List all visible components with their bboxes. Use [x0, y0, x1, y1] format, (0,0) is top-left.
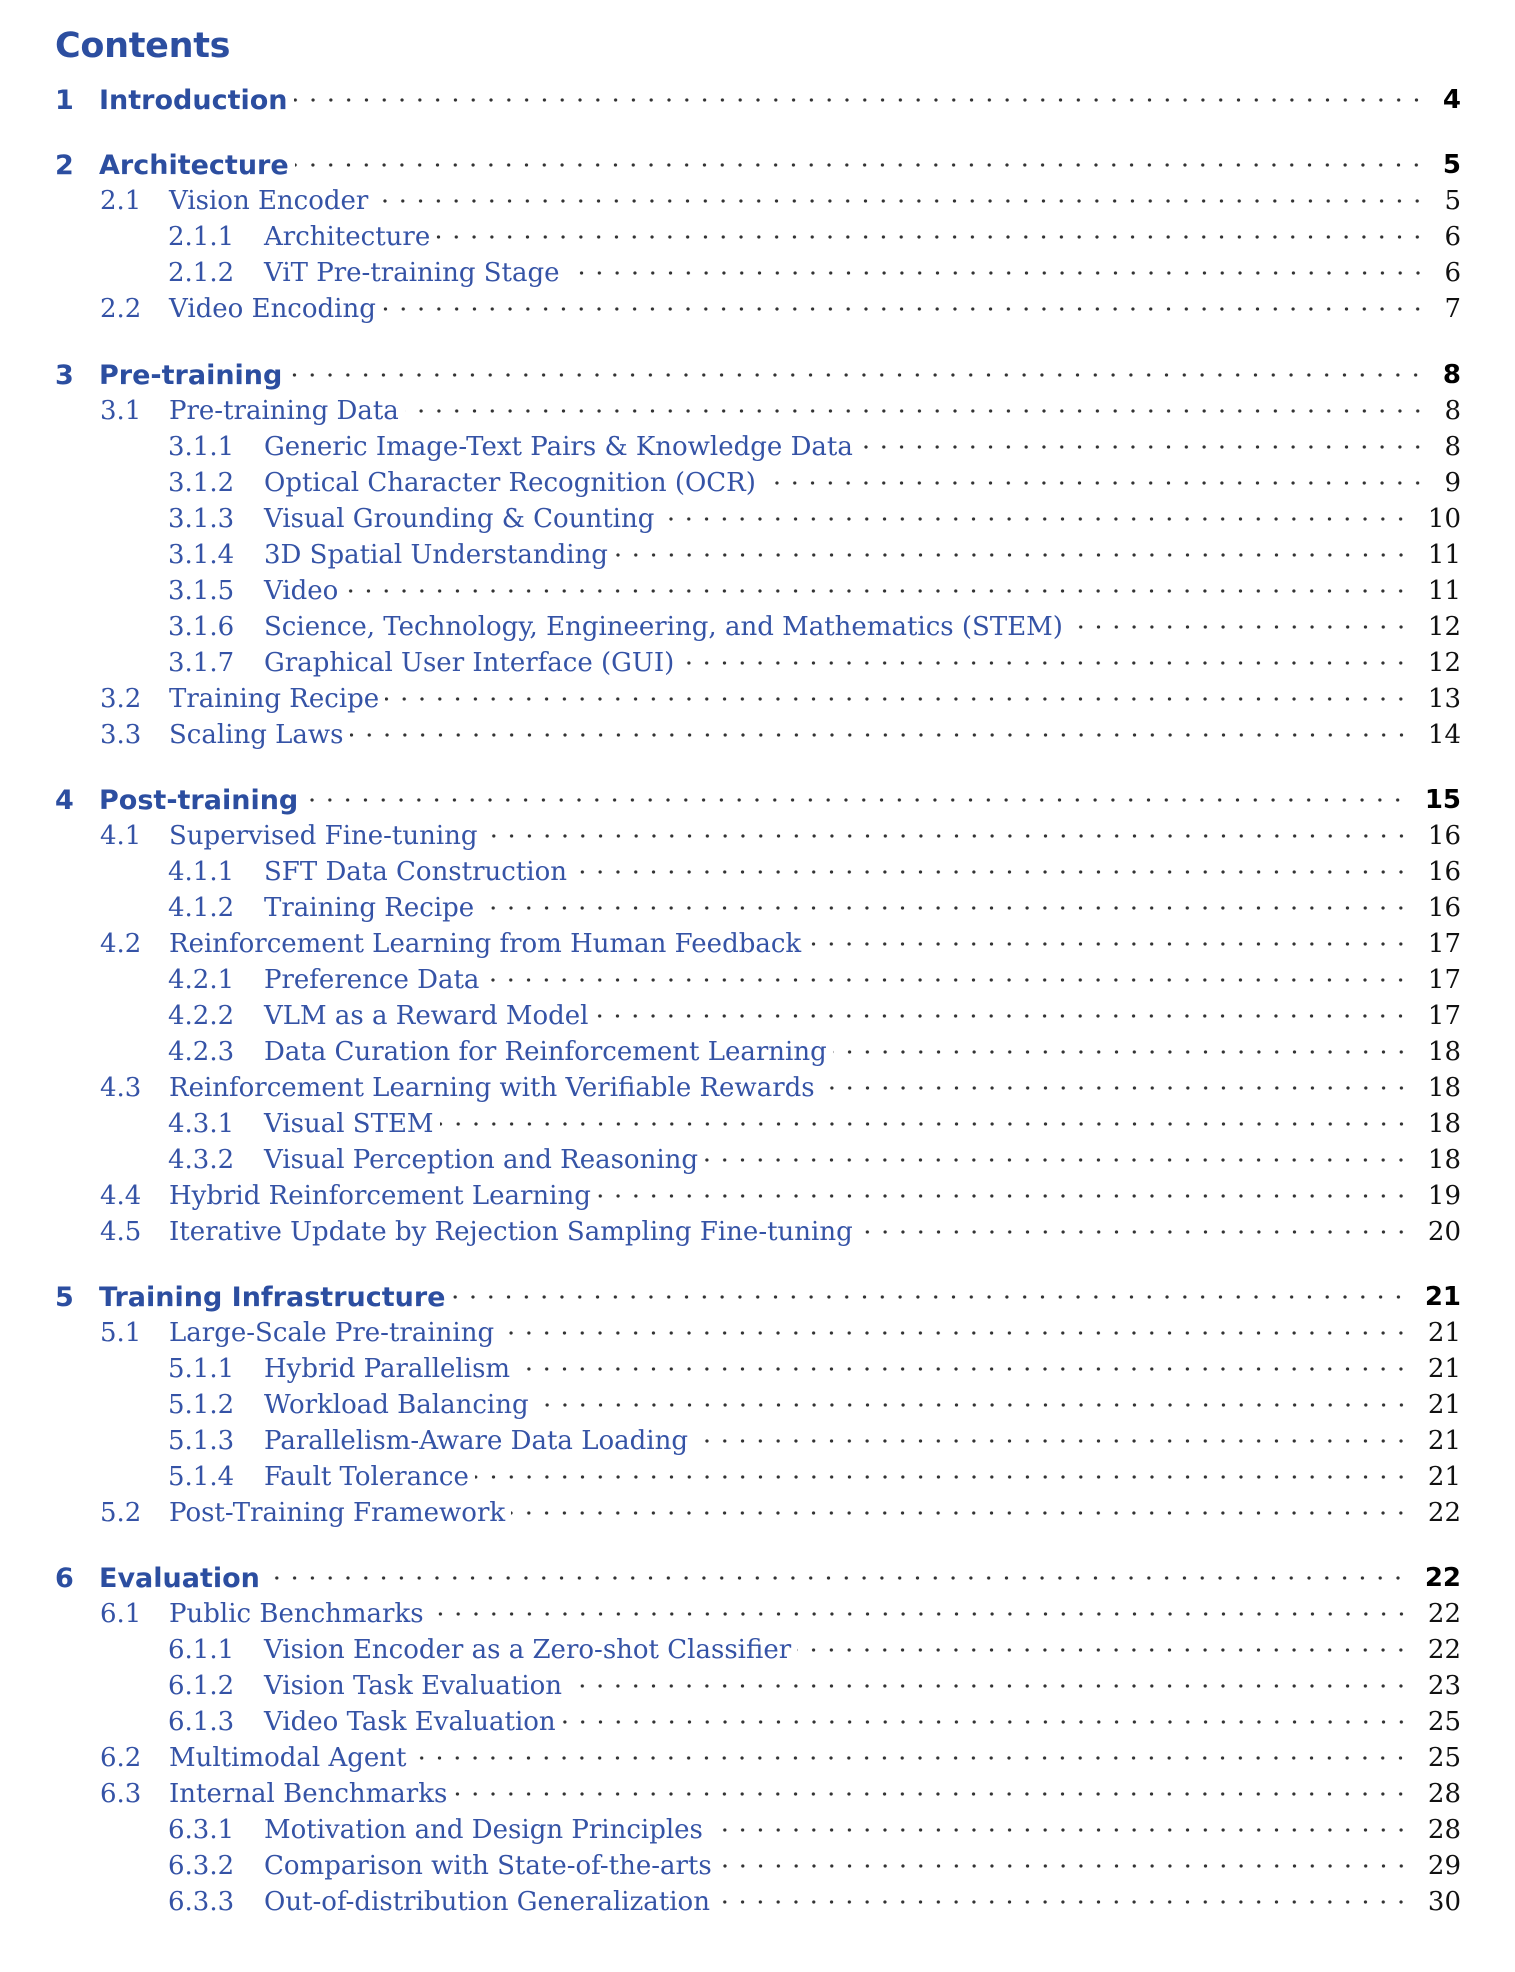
- section-number: 4.4: [100, 1181, 142, 1211]
- section-number: 3.1.3: [168, 504, 235, 534]
- dot-leader: [797, 1635, 1410, 1665]
- page-number: 14: [1427, 720, 1461, 750]
- dot-leader: [1069, 612, 1410, 642]
- section-number: 6.2: [100, 1743, 142, 1773]
- section-number: 6.3.1: [168, 1815, 235, 1845]
- section-title-link[interactable]: Comparison with State-of-the-arts: [264, 1851, 712, 1881]
- section-title-link[interactable]: Visual Perception and Reasoning: [264, 1145, 699, 1175]
- section-title-link[interactable]: VLM as a Reward Model: [264, 1001, 589, 1031]
- page-number: 4: [1442, 85, 1461, 115]
- section-title-link[interactable]: 3D Spatial Understanding: [264, 540, 608, 570]
- toc-entry-6-1-2[interactable]: [0, 1668, 1515, 1704]
- page-number: 12: [1427, 612, 1461, 642]
- dot-leader: [485, 965, 1410, 995]
- section-number: 6.1.3: [168, 1707, 235, 1737]
- page-number: 19: [1427, 1181, 1461, 1211]
- section-number: 4.2.3: [168, 1037, 235, 1067]
- section-number: 3.1.4: [168, 540, 235, 570]
- toc-entry-5-1-2[interactable]: [0, 1387, 1515, 1423]
- section-number: 6.1.1: [168, 1635, 235, 1665]
- page-number: 18: [1427, 1145, 1461, 1175]
- section-title-link[interactable]: Architecture: [99, 149, 289, 181]
- toc-entry-4-5[interactable]: [0, 1214, 1515, 1250]
- toc-entry-2-2[interactable]: [0, 291, 1515, 327]
- section-number: 4.1.2: [168, 893, 235, 923]
- page-number: 12: [1427, 648, 1461, 678]
- toc-entry-6-3-2[interactable]: [0, 1848, 1515, 1884]
- dot-leader: [304, 785, 1407, 815]
- toc-entry-6[interactable]: [0, 1560, 1515, 1596]
- page-number: 5: [1444, 186, 1461, 216]
- section-number: 5.2: [100, 1498, 142, 1528]
- section-title-link[interactable]: Science, Technology, Engineering, and Mathematics (STEM): [264, 612, 1063, 642]
- dot-leader: [614, 540, 1410, 570]
- dot-leader: [511, 1498, 1410, 1528]
- page-number: 5: [1442, 150, 1461, 180]
- toc-entry-4-3[interactable]: [0, 1070, 1515, 1106]
- dot-leader: [562, 1707, 1410, 1737]
- page-number: 23: [1427, 1671, 1461, 1701]
- toc-entry-6-2[interactable]: [0, 1740, 1515, 1776]
- dot-leader: [594, 1001, 1409, 1031]
- page-number: 30: [1427, 1887, 1461, 1917]
- toc-entry-2[interactable]: [0, 147, 1515, 183]
- page-number: 8: [1442, 360, 1461, 390]
- dot-leader: [436, 222, 1426, 252]
- dot-leader: [412, 1743, 1409, 1773]
- section-title-link[interactable]: Vision Encoder as a Zero-shot Classifier: [264, 1635, 792, 1665]
- section-number: 4.2: [100, 929, 142, 959]
- page-number: 20: [1427, 1217, 1461, 1247]
- section-title-link[interactable]: Reinforcement Learning from Human Feedback: [169, 929, 802, 959]
- toc-entry-5-1-1[interactable]: [0, 1351, 1515, 1387]
- section-number: 2.2: [100, 294, 142, 324]
- toc-entry-3-1-3[interactable]: [0, 501, 1515, 537]
- toc-entry-3-1-5[interactable]: [0, 573, 1515, 609]
- page-number: 22: [1424, 1563, 1461, 1593]
- page-number: 22: [1427, 1635, 1461, 1665]
- dot-leader: [716, 1887, 1410, 1917]
- dot-leader: [294, 85, 1425, 115]
- dot-leader: [709, 1815, 1410, 1845]
- toc-entry-6-1-1[interactable]: [0, 1632, 1515, 1668]
- section-title-link[interactable]: Reinforcement Learning with Verifiable Rewards: [169, 1073, 815, 1103]
- section-number: 3.1: [100, 396, 142, 426]
- section-number: 4.5: [100, 1217, 142, 1247]
- page-number: 28: [1427, 1815, 1461, 1845]
- section-title-link[interactable]: Optical Character Recognition (OCR): [264, 468, 756, 498]
- section-title-link[interactable]: Hybrid Parallelism: [264, 1354, 511, 1384]
- section-title-link[interactable]: Introduction: [99, 84, 288, 116]
- page-number: 21: [1427, 1462, 1461, 1492]
- section-title-link[interactable]: ViT Pre-training Stage: [264, 258, 560, 288]
- toc-entry-4-4[interactable]: [0, 1178, 1515, 1214]
- toc-entry-6-3-1[interactable]: [0, 1812, 1515, 1848]
- page-number: 21: [1427, 1426, 1461, 1456]
- section-number: 6.1: [100, 1599, 142, 1629]
- section-title-link[interactable]: Scaling Laws: [169, 720, 344, 750]
- dot-leader: [266, 1563, 1407, 1593]
- dot-leader: [500, 1318, 1410, 1348]
- section-title-link[interactable]: Post-Training Framework: [169, 1498, 506, 1528]
- section-number: 3.1.2: [168, 468, 235, 498]
- section-number: 3.3: [100, 720, 142, 750]
- section-title-link[interactable]: Video Task Evaluation: [264, 1707, 556, 1737]
- toc-entry-2-1-1[interactable]: [0, 219, 1515, 255]
- section-title-link[interactable]: Fault Tolerance: [264, 1462, 469, 1492]
- toc-entry-3-3[interactable]: [0, 717, 1515, 753]
- section-title-link[interactable]: Internal Benchmarks: [169, 1779, 448, 1809]
- dot-leader: [535, 1390, 1410, 1420]
- section-title-link[interactable]: Preference Data: [264, 965, 480, 995]
- dot-leader: [859, 1217, 1410, 1247]
- dot-leader: [288, 360, 1425, 390]
- toc-entry-2-1-2[interactable]: [0, 255, 1515, 291]
- dot-leader: [566, 258, 1427, 288]
- page-number: 22: [1427, 1599, 1461, 1629]
- section-title-link[interactable]: Large-Scale Pre-training: [169, 1318, 495, 1348]
- dot-leader: [597, 1181, 1410, 1211]
- page-number: 25: [1427, 1707, 1461, 1737]
- toc-entry-4-3-1[interactable]: [0, 1106, 1515, 1142]
- dot-leader: [680, 648, 1410, 678]
- page-number: 17: [1427, 965, 1461, 995]
- page-number: 6: [1444, 222, 1461, 252]
- toc-entry-3[interactable]: [0, 357, 1515, 393]
- section-title-link[interactable]: Visual STEM: [264, 1109, 434, 1139]
- section-title-link[interactable]: Evaluation: [99, 1562, 260, 1594]
- page-number: 11: [1427, 576, 1461, 606]
- section-number: 2.1.2: [168, 258, 235, 288]
- section-number: 6.1.2: [168, 1671, 235, 1701]
- dot-leader: [382, 294, 1427, 324]
- section-number: 3.2: [100, 684, 142, 714]
- dot-leader: [440, 1109, 1410, 1139]
- page-number: 18: [1427, 1037, 1461, 1067]
- section-title-link[interactable]: Training Recipe: [264, 893, 475, 923]
- page-number: 8: [1444, 396, 1461, 426]
- toc-entry-5-1-4[interactable]: [0, 1459, 1515, 1495]
- page-number: 18: [1427, 1073, 1461, 1103]
- dot-leader: [807, 929, 1410, 959]
- page-number: 8: [1444, 432, 1461, 462]
- dot-leader: [821, 1073, 1410, 1103]
- section-title-link[interactable]: Data Curation for Reinforcement Learning: [264, 1037, 827, 1067]
- page-number: 6: [1444, 258, 1461, 288]
- dot-leader: [405, 396, 1427, 426]
- section-title-link[interactable]: Post-training: [99, 784, 299, 816]
- toc-entry-4-1[interactable]: [0, 818, 1515, 854]
- page-number: 7: [1444, 294, 1461, 324]
- page-number: 17: [1427, 1001, 1461, 1031]
- section-number: 4: [55, 784, 74, 816]
- toc-entry-6-3[interactable]: [0, 1776, 1515, 1812]
- section-title-link[interactable]: Workload Balancing: [264, 1390, 529, 1420]
- dot-leader: [568, 1671, 1410, 1701]
- toc-entry-4-3-2[interactable]: [0, 1142, 1515, 1178]
- section-title-link[interactable]: Training Recipe: [169, 684, 380, 714]
- section-title-link[interactable]: Graphical User Interface (GUI): [264, 648, 675, 678]
- page-number: 28: [1427, 1779, 1461, 1809]
- section-number: 6.3.3: [168, 1887, 235, 1917]
- section-number: 5.1.3: [168, 1426, 235, 1456]
- page-number: 16: [1427, 857, 1461, 887]
- dot-leader: [718, 1851, 1410, 1881]
- section-title-link[interactable]: Generic Image-Text Pairs & Knowledge Data: [264, 432, 853, 462]
- toc-entry-4-2-3[interactable]: [0, 1034, 1515, 1070]
- section-title-link[interactable]: Training Infrastructure: [99, 1281, 446, 1313]
- dot-leader: [573, 857, 1410, 887]
- toc-entry-3-1-7[interactable]: [0, 645, 1515, 681]
- section-title-link[interactable]: Public Benchmarks: [169, 1599, 424, 1629]
- dot-leader: [344, 576, 1410, 606]
- section-title-link[interactable]: Pre-training: [99, 359, 283, 391]
- section-title-link[interactable]: Iterative Update by Rejection Sampling Fine-tuning: [169, 1217, 853, 1247]
- dot-leader: [660, 504, 1410, 534]
- page-number: 11: [1427, 540, 1461, 570]
- section-number: 3.1.1: [168, 432, 235, 462]
- dot-leader: [453, 1779, 1410, 1809]
- section-number: 4.3.2: [168, 1145, 235, 1175]
- dot-leader: [374, 186, 1426, 216]
- dot-leader: [430, 1599, 1410, 1629]
- toc-entry-4-1-1[interactable]: [0, 854, 1515, 890]
- section-title-link[interactable]: Vision Task Evaluation: [264, 1671, 563, 1701]
- section-number: 1: [55, 84, 74, 116]
- toc-entry-6-1[interactable]: [0, 1596, 1515, 1632]
- page-number: 21: [1424, 1282, 1461, 1312]
- toc-entry-5-1-3[interactable]: [0, 1423, 1515, 1459]
- toc-entry-5[interactable]: [0, 1279, 1515, 1315]
- section-title-link[interactable]: Architecture: [264, 222, 431, 252]
- page-number: 21: [1427, 1390, 1461, 1420]
- page-number: 13: [1427, 684, 1461, 714]
- section-title-link[interactable]: Video: [264, 576, 339, 606]
- page-number: 21: [1427, 1318, 1461, 1348]
- section-number: 2.1.1: [168, 222, 235, 252]
- dot-leader: [859, 432, 1427, 462]
- dot-leader: [480, 893, 1410, 923]
- page-number: 15: [1424, 785, 1461, 815]
- page-number: 18: [1427, 1109, 1461, 1139]
- section-title-link[interactable]: Motivation and Design Principles: [264, 1815, 703, 1845]
- page-number: 22: [1427, 1498, 1461, 1528]
- toc-entry-6-1-3[interactable]: [0, 1704, 1515, 1740]
- dot-leader: [516, 1354, 1410, 1384]
- section-number: 6: [55, 1562, 74, 1594]
- toc-entry-4-2[interactable]: [0, 926, 1515, 962]
- section-title-link[interactable]: Supervised Fine-tuning: [169, 821, 478, 851]
- section-number: 4.3: [100, 1073, 142, 1103]
- toc-entry-3-2[interactable]: [0, 681, 1515, 717]
- section-number: 4.1.1: [168, 857, 235, 887]
- section-number: 4.3.1: [168, 1109, 235, 1139]
- toc-entry-3-1-1[interactable]: [0, 429, 1515, 465]
- dot-leader: [385, 684, 1410, 714]
- toc-entry-3-1-2[interactable]: [0, 465, 1515, 501]
- toc-entry-3-1-4[interactable]: [0, 537, 1515, 573]
- section-number: 4.2.2: [168, 1001, 235, 1031]
- page-number: 17: [1427, 929, 1461, 959]
- section-number: 6.3.2: [168, 1851, 235, 1881]
- section-title-link[interactable]: Multimodal Agent: [169, 1743, 407, 1773]
- page-number: 9: [1444, 468, 1461, 498]
- section-title-link[interactable]: SFT Data Construction: [264, 857, 567, 887]
- section-number: 2.1: [100, 186, 142, 216]
- section-title-link[interactable]: Hybrid Reinforcement Learning: [169, 1181, 591, 1211]
- toc-entry-5-1[interactable]: [0, 1315, 1515, 1351]
- dot-leader: [833, 1037, 1410, 1067]
- section-number: 5.1.1: [168, 1354, 235, 1384]
- toc-entry-5-2[interactable]: [0, 1495, 1515, 1531]
- toc-entry-3-1[interactable]: [0, 393, 1515, 429]
- page-number: 10: [1427, 504, 1461, 534]
- page-number: 21: [1427, 1354, 1461, 1384]
- section-title-link[interactable]: Pre-training Data: [169, 396, 399, 426]
- dot-leader: [350, 720, 1410, 750]
- section-number: 3.1.5: [168, 576, 235, 606]
- section-number: 5.1.4: [168, 1462, 235, 1492]
- section-number: 3: [55, 359, 74, 391]
- dot-leader: [295, 150, 1425, 180]
- toc-entry-3-1-6[interactable]: [0, 609, 1515, 645]
- page-number: 16: [1427, 893, 1461, 923]
- dot-leader: [762, 468, 1427, 498]
- section-number: 6.3: [100, 1779, 142, 1809]
- toc-entry-2-1[interactable]: [0, 183, 1515, 219]
- section-title-link[interactable]: Out-of-distribution Generalization: [264, 1887, 710, 1917]
- toc-entry-6-3-3[interactable]: [0, 1884, 1515, 1920]
- section-title-link[interactable]: Parallelism-Aware Data Loading: [264, 1426, 688, 1456]
- section-title-link[interactable]: Vision Encoder: [169, 186, 369, 216]
- dot-leader: [704, 1145, 1410, 1175]
- toc-entry-4-2-1[interactable]: [0, 962, 1515, 998]
- section-number: 5.1: [100, 1318, 142, 1348]
- dot-leader: [452, 1282, 1407, 1312]
- toc-entry-1[interactable]: [0, 82, 1515, 118]
- toc-entry-4[interactable]: [0, 782, 1515, 818]
- page-number: 16: [1427, 821, 1461, 851]
- toc-entry-4-1-2[interactable]: [0, 890, 1515, 926]
- section-number: 5.1.2: [168, 1390, 235, 1420]
- section-title-link[interactable]: Visual Grounding & Counting: [264, 504, 655, 534]
- page-number: 25: [1427, 1743, 1461, 1773]
- section-number: 4.1: [100, 821, 142, 851]
- dot-leader: [694, 1426, 1410, 1456]
- section-number: 3.1.6: [168, 612, 235, 642]
- toc-entry-4-2-2[interactable]: [0, 998, 1515, 1034]
- page-number: 29: [1427, 1851, 1461, 1881]
- section-title-link[interactable]: Video Encoding: [169, 294, 376, 324]
- section-number: 5: [55, 1281, 74, 1313]
- dot-leader: [475, 1462, 1410, 1492]
- toc-heading: Contents: [55, 26, 231, 66]
- section-number: 2: [55, 149, 74, 181]
- section-number: 3.1.7: [168, 648, 235, 678]
- dot-leader: [484, 821, 1410, 851]
- section-number: 4.2.1: [168, 965, 235, 995]
